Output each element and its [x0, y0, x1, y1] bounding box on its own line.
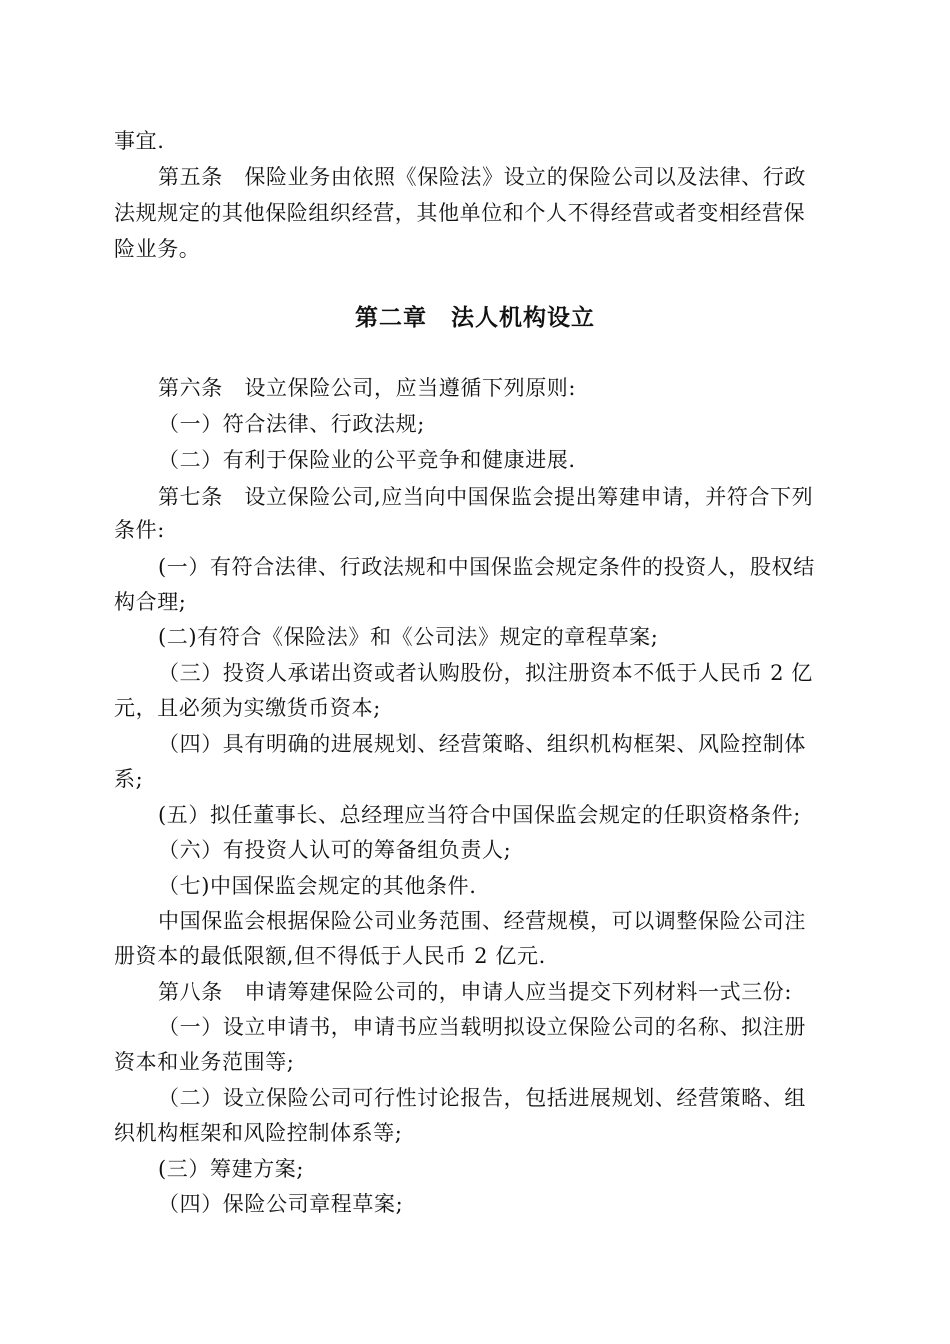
list-item-line: （二）设立保险公司可行性讨论报告，包括进展规划、经营策略、组	[158, 1086, 806, 1110]
list-item-line: （二）有利于保险业的公平竞争和健康进展.	[158, 448, 576, 472]
list-item-line: 织机构框架和风险控制体系等;	[114, 1121, 403, 1145]
list-item-line: (五）拟任董事长、总经理应当符合中国保监会规定的任职资格条件;	[158, 803, 801, 827]
list-item-line: （三）投资人承诺出资或者认购股份，拟注册资本不低于人民币 2 亿	[158, 661, 813, 685]
paragraph-line: 册资本的最低限额,但不得低于人民币 2 亿元.	[114, 944, 546, 968]
article-5-line: 法规规定的其他保险组织经营，其他单位和个人不得经营或者变相经营保	[114, 201, 806, 225]
chapter-title: 第二章 法人机构设立	[355, 305, 595, 331]
list-item-line: 构合理;	[114, 590, 187, 614]
article-7-line: 条件:	[114, 518, 165, 542]
article-8-line: 第八条 申请筹建保险公司的，申请人应当提交下列材料一式三份:	[158, 980, 793, 1004]
list-item-line: 元，且必须为实缴货币资本;	[114, 696, 381, 720]
list-item-line: （一）符合法律、行政法规;	[158, 412, 425, 436]
list-item-line: （四）保险公司章程草案;	[158, 1192, 404, 1216]
paragraph-line: 事宜.	[114, 129, 165, 153]
article-5-line: 第五条 保险业务由依照《保险法》设立的保险公司以及法律、行政	[158, 165, 806, 189]
article-5-line: 险业务。	[114, 237, 201, 261]
list-item-line: (三）筹建方案;	[158, 1157, 305, 1181]
list-item-line: （四）具有明确的进展规划、经营策略、组织机构框架、风险控制体	[158, 732, 806, 756]
list-item-line: (一）有符合法律、行政法规和中国保监会规定条件的投资人，股权结	[158, 555, 815, 579]
list-item-line: （一）设立申请书，申请书应当载明拟设立保险公司的名称、拟注册	[158, 1015, 806, 1039]
list-item-line: （七)中国保监会规定的其他条件.	[158, 874, 477, 898]
paragraph-line: 中国保监会根据保险公司业务范围、经营规模，可以调整保险公司注	[158, 909, 806, 933]
article-7-line: 第七条 设立保险公司,应当向中国保监会提出筹建申请，并符合下列	[158, 485, 814, 509]
list-item-line: (二)有符合《保险法》和《公司法》规定的章程草案;	[158, 625, 659, 649]
list-item-line: 系;	[114, 767, 144, 791]
list-item-line: 资本和业务范围等;	[114, 1050, 295, 1074]
list-item-line: （六）有投资人认可的筹备组负责人;	[158, 838, 512, 862]
article-6-line: 第六条 设立保险公司，应当遵循下列原则:	[158, 376, 577, 400]
